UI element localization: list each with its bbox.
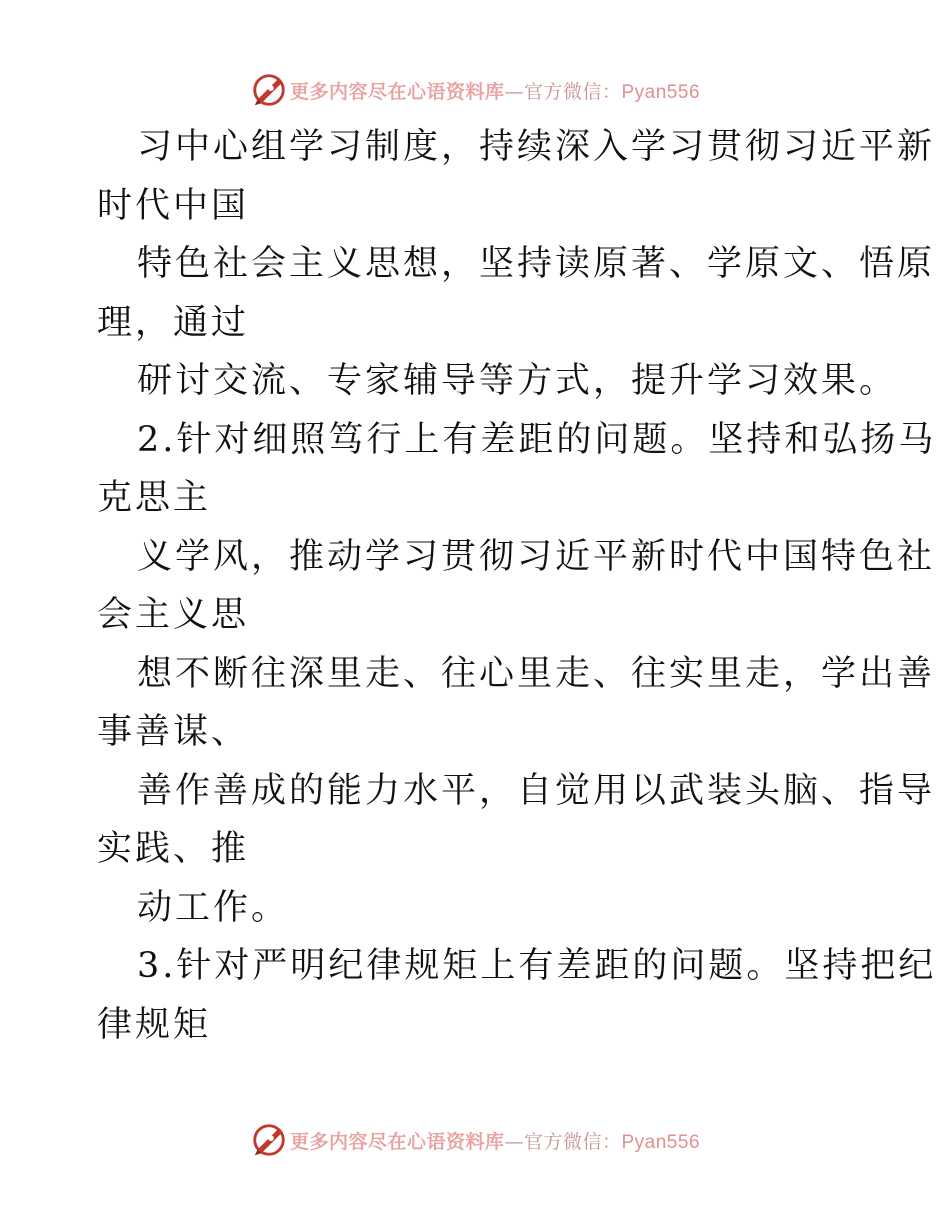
banner-wechat-id: Pyan556 [621, 1131, 701, 1153]
banner-dash: — [504, 80, 524, 103]
banner-site-name: 更多内容尽在心语资料库 [289, 1130, 505, 1153]
body-line: 律规矩 [97, 1004, 212, 1045]
banner-contact-label: 官方微信： [523, 80, 622, 103]
banner-wechat-id: Pyan556 [621, 81, 701, 103]
banner-contact-label: 官方微信： [523, 1130, 622, 1153]
body-line: 想不断往深里走、往心里走、往实里走，学出善 [137, 653, 936, 694]
body-line: 3.针对严明纪律规矩上有差距的问题。坚持把纪 [137, 946, 937, 986]
body-line: 2.针对细照笃行上有差距的问题。坚持和弘扬马 [137, 419, 937, 460]
body-line: 特色社会主义思想，坚持读原著、学原文、悟原 [137, 244, 936, 284]
body-line: 善作善成的能力水平，自觉用以武装头脑、指导 [137, 770, 936, 811]
body-line: 研讨交流、专家辅导等方式，提升学习效果。 [137, 361, 898, 401]
banner-dash: — [504, 1130, 524, 1153]
body-line: 会主义思 [97, 595, 250, 635]
pen-logo-icon [250, 1121, 288, 1159]
body-line: 理，通过 [97, 302, 250, 343]
body-line: 克思主 [97, 478, 212, 518]
body-line: 实践、推 [97, 829, 250, 869]
body-line: 事善谋、 [97, 712, 250, 752]
header-banner-text [290, 77, 700, 104]
body-line: 义学风，推动学习贯彻习近平新时代中国特色社 [137, 536, 936, 577]
pen-logo-icon [250, 71, 288, 109]
body-line: 动工作。 [137, 887, 290, 928]
footer-banner [0, 1120, 950, 1160]
banner-site-name: 更多内容尽在心语资料库 [289, 80, 505, 103]
document-body [97, 118, 937, 1054]
footer-banner-text [290, 1127, 700, 1154]
body-line: 时代中国 [97, 185, 250, 226]
header-banner [0, 70, 950, 110]
body-line: 习中心组学习制度，持续深入学习贯彻习近平新 [137, 127, 936, 167]
